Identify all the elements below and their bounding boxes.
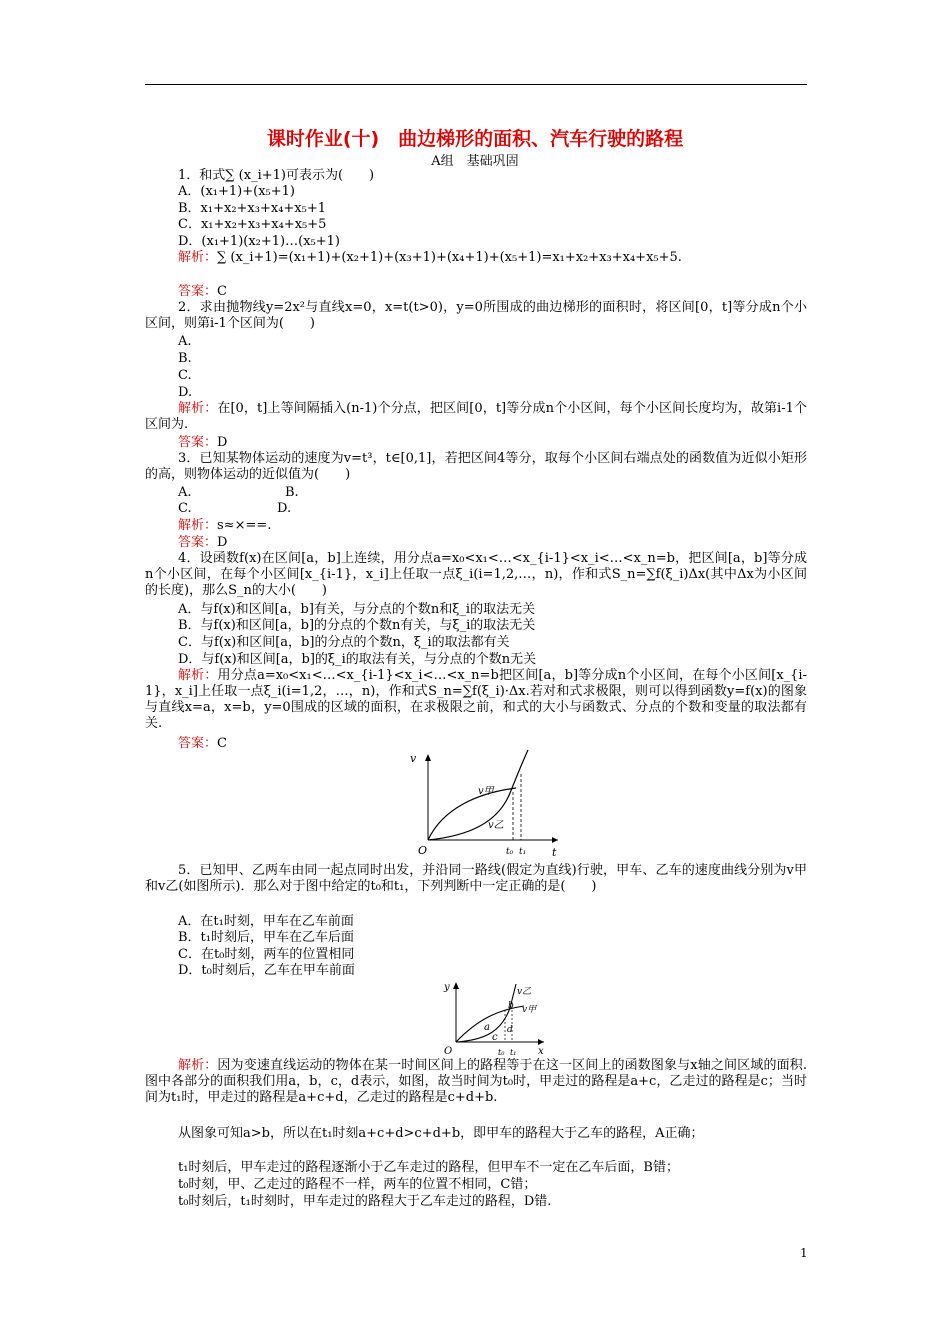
- q2-stem: 2．求由抛物线y=2x²与直线x=0，x=t(t>0)，y=0所围成的曲边梯形的面积时，将区间[0，t]等分成n个小区间，则第i-1个区间为( ): [145, 300, 807, 331]
- q3-explanation-text: s≈×==.: [217, 518, 272, 533]
- q3-stem: 3．已知某物体运动的速度为v=t³，t∈[0,1]，若把区间4等分，取每个小区间右端点处的函数值为近似小矩形的高，则物体运动的近似值为( ): [145, 451, 807, 482]
- q4-explanation-text: 用分点a=x₀<x₁<…<x_{i-1}<x_i<…<x_n=b把区间[a，b]等分成n个小区间，在每个小区间[x_{i-1}，x_i]上任取一点ξ_i(i=1,2，…，n)，作和式S_n=∑f(ξ_i)·Δx.若对和式求极限，则可以得到函数y=f(x)的图象与直线x=a，x=b，y=0围成的区域的面积，在求极限之前，和式的大小与函数式、分点的个数和变量的取法都有关.: [145, 668, 807, 731]
- q1-option-a: A．(x₁+1)+(x₅+1): [178, 184, 295, 199]
- q3-option-d: D.: [277, 501, 292, 516]
- q1-stem: 1．和式∑ (x_i+1)可表示为( ): [178, 168, 375, 183]
- fig2-area-d-label: d: [507, 1025, 513, 1035]
- header-rule: [145, 84, 807, 85]
- velocity-figure-1: [398, 748, 568, 860]
- q2-answer: [178, 435, 227, 451]
- q3-answer: [178, 535, 227, 551]
- q3-option-a: A.: [178, 485, 192, 500]
- q4-answer: [178, 736, 227, 752]
- q5-paragraph-5: t₀时刻后，t₁时刻时，甲车走过的路程大于乙车走过的路程，D错.: [178, 1194, 552, 1209]
- q3-answer-label: 答案：: [178, 535, 218, 550]
- q2-option-c: C.: [178, 368, 192, 383]
- fig2-area-b-label: b: [508, 1001, 514, 1011]
- fig1-v-label: v: [410, 752, 417, 765]
- q2-answer-value: D: [217, 435, 228, 450]
- q2-option-d: D.: [178, 385, 193, 400]
- q4-answer-label: 答案：: [178, 736, 218, 751]
- q2-option-a: A.: [178, 334, 192, 349]
- q3-option-b: B.: [285, 485, 299, 500]
- q1-option-b: B．x₁+x₂+x₃+x₄+x₅+1: [178, 201, 327, 216]
- q5-explanation: [145, 1058, 807, 1106]
- fig1-vjia-label: v甲: [478, 786, 494, 797]
- q5-option-c: C．在t₀时刻，两车的位置相同: [178, 947, 355, 962]
- fig1-t1-label: t₁: [519, 847, 527, 857]
- fig1-origin-label: O: [418, 844, 428, 857]
- fig1-t-label: t: [552, 846, 557, 859]
- q2-explanation-text: 在[0，t]上等间隔插入(n-1)个分点，把区间[0，t]等分成n个小区间，每个小区间长度均为，故第i-1个区间为.: [145, 401, 807, 432]
- q4-option-b: B．与f(x)和区间[a，b]的分点的个数n有关，与ξ_i的取法无关: [178, 618, 536, 633]
- q5-option-a: A．在t₁时刻，甲车在乙车前面: [178, 914, 354, 929]
- q3-answer-value: D: [217, 535, 228, 550]
- page-number: 1: [800, 1246, 808, 1260]
- section-subtitle: A组 基础巩固: [431, 154, 519, 169]
- q4-option-a: A．与f(x)和区间[a，b]有关，与分点的个数n和ξ_i的取法无关: [178, 602, 536, 617]
- page-title: 课时作业(十) 曲边梯形的面积、汽车行驶的路程: [266, 128, 684, 150]
- velocity-figure-2: [432, 978, 562, 1060]
- q4-stem: 4．设函数f(x)在区间[a，b]上连续，用分点a=x₀<x₁<…<x_{i-1}<x_i<…<x_n=b，把区间[a，b]等分成n个小区间，在每个小区间[x_{i-1}，x_i]上任取一点ξ_i(i=1,2,…，n)，作和式S_n=∑f(ξ_i)Δx(其中Δx为小区间的长度)，那么S_n的大小( ): [145, 551, 807, 598]
- q4-explanation-label: 解析：: [178, 668, 218, 683]
- q1-explanation-label: 解析：: [178, 250, 218, 265]
- q2-explanation: [145, 401, 807, 433]
- q5-paragraph-2: 从图象可知a>b，所以在t₁时刻a+c+d>c+d+b，即甲车的路程大于乙车的路程，A正确；: [178, 1126, 704, 1141]
- q1-answer-value: C: [217, 284, 227, 299]
- fig2-vjia-label: v甲: [522, 1005, 537, 1015]
- q1-answer-label: 答案：: [178, 284, 218, 299]
- fig1-vyi-label: v乙: [488, 820, 504, 831]
- q1-option-c: C．x₁+x₂+x₃+x₄+x₅+5: [178, 217, 327, 232]
- fig1-v-arrow: [425, 754, 431, 761]
- q3-explanation: [178, 518, 271, 534]
- fig1-curve-vjia: [428, 788, 516, 840]
- fig2-origin-label: O: [444, 1046, 453, 1057]
- q2-option-b: B.: [178, 351, 192, 366]
- q4-answer-value: C: [217, 736, 227, 751]
- q1-answer: [178, 284, 227, 300]
- fig1-t-arrow: [552, 837, 558, 843]
- q5-option-d: D．t₀时刻后，乙车在甲车前面: [178, 963, 355, 978]
- q2-answer-label: 答案：: [178, 435, 218, 450]
- fig2-x-label: x: [538, 1046, 544, 1057]
- fig2-y-arrow: [453, 982, 459, 989]
- q3-explanation-label: 解析：: [178, 518, 218, 533]
- fig2-t0-label: t₀: [498, 1048, 505, 1057]
- q4-option-c: C．与f(x)和区间[a，b]的分点的个数n，ξ_i的取法都有关: [178, 635, 510, 650]
- fig2-t1-label: t₁: [510, 1048, 517, 1057]
- q5-paragraph-3: t₁时刻后，甲车走过的路程逐渐小于乙车走过的路程，但甲车不一定在乙车后面，B错；: [178, 1160, 679, 1175]
- q1-explanation-text: ∑ (x_i+1)=(x₁+1)+(x₂+1)+(x₃+1)+(x₄+1)+(x₅+1)=x₁+x₂+x₃+x₄+x₅+5.: [217, 250, 682, 265]
- q4-explanation: [145, 668, 807, 732]
- fig2-y-label: y: [444, 982, 450, 993]
- q4-option-d: D．与f(x)和区间[a，b]的ξ_i的取法有关，与分点的个数n无关: [178, 652, 537, 667]
- q5-option-b: B．t₁时刻后，甲车在乙车后面: [178, 930, 354, 945]
- fig2-x-arrow: [538, 1039, 544, 1045]
- q2-explanation-label: 解析：: [178, 401, 218, 416]
- fig2-vyi-label: v乙: [517, 987, 532, 997]
- q1-option-d: D．(x₁+1)(x₂+1)…(x₅+1): [178, 234, 340, 249]
- q5-stem: 5．已知甲、乙两车由同一起点同时出发，并沿同一路线(假定为直线)行驶，甲车、乙车的速度曲线分别为v甲和v乙(如图所示)．那么对于图中给定的t₀和t₁，下列判断中一定正确的是( ): [145, 863, 807, 894]
- q1-explanation: [145, 250, 807, 266]
- fig2-area-c-label: c: [492, 1032, 498, 1043]
- q5-explanation-text: 因为变速直线运动的物体在某一时间区间上的路程等于在这一区间上的函数图象与x轴之间区域的面积.图中各部分的面积我们用a，b，c，d表示，如图，故当时间为t₀时，甲走过的路程是a+c，乙走过的路程是c；当时间为t₁时，甲走过的路程是a+c+d，乙走过的路程是c+d+b.: [145, 1058, 807, 1105]
- fig1-t0-label: t₀: [506, 847, 514, 857]
- fig2-area-a-label: a: [484, 1022, 490, 1033]
- q5-paragraph-4: t₀时刻，甲、乙走过的路程不一样，两车的位置不相同，C错；: [178, 1177, 537, 1192]
- q3-option-c: C.: [178, 501, 192, 516]
- q5-explanation-label: 解析：: [178, 1058, 218, 1073]
